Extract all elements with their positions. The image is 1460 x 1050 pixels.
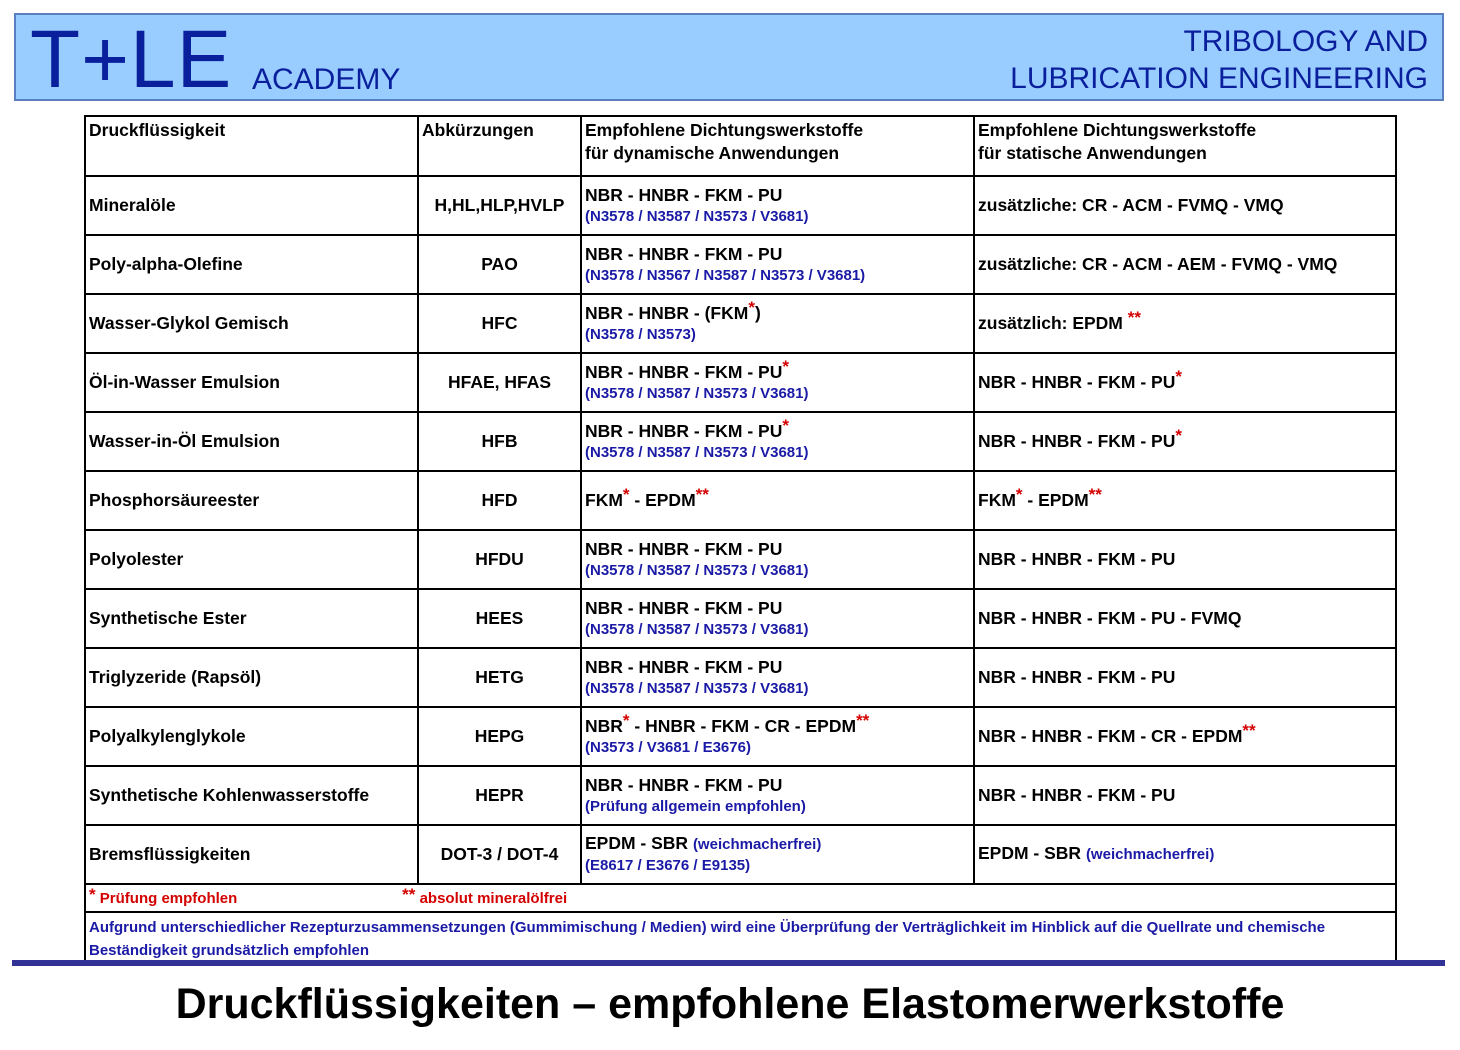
footnote-text: Aufgrund unterschiedlicher Rezepturzusammensetzungen (Gummimischung / Medien) wird eine Überprüfung der Verträglichkeit im Hinblick auf die Quellrate und chemische Beständigkeit grundsätzlich empfohlen (89, 919, 1326, 959)
cell-dynamic (581, 825, 974, 884)
dynamic-codes: (N3578 / N3587 / N3573 / V3681) (585, 561, 809, 579)
dynamic-materials-end: - EPDM (629, 489, 696, 510)
star-mark: * (748, 297, 755, 317)
table-row (85, 471, 1396, 530)
dynamic-materials-end: - HNBR - FKM - CR - EPDM (629, 715, 857, 736)
table-row (85, 353, 1396, 412)
table-row (85, 648, 1396, 707)
legend-row (85, 884, 1396, 912)
dynamic-materials: FKM (585, 489, 623, 510)
dynamic-materials: NBR - HNBR - FKM - PU (585, 420, 783, 441)
legend-item-single (89, 885, 238, 907)
cell-static (974, 707, 1396, 766)
table-row (85, 294, 1396, 353)
star-mark: * (782, 356, 789, 376)
cell-dynamic (581, 589, 974, 648)
cell-abbr: HEPR (418, 766, 581, 825)
star-mark: * (622, 484, 630, 504)
dynamic-codes: (N3573 / V3681 / E3676) (585, 738, 751, 756)
header-banner (14, 13, 1444, 105)
cell-static: zusätzliche: CR - ACM - FVMQ - VMQ (974, 176, 1396, 235)
table-row (85, 707, 1396, 766)
double-star-mark: ** (1242, 720, 1256, 740)
tagline-1: TRIBOLOGY AND (1183, 25, 1428, 58)
table-row (85, 235, 1396, 294)
cell-static (974, 294, 1396, 353)
header-dynamic-line2: für dynamische Anwendungen (585, 143, 840, 163)
dynamic-materials: NBR - HNBR - FKM - PU (585, 656, 783, 677)
dynamic-codes: (N3578 / N3587 / N3573 / V3681) (585, 384, 809, 402)
cell-fluid: Polyalkylenglykole (85, 707, 418, 766)
cell-dynamic (581, 353, 974, 412)
table-row (85, 530, 1396, 589)
static-materials: FKM (978, 489, 1016, 510)
elastomer-table (84, 115, 1397, 966)
dynamic-codes: (N3578 / N3587 / N3573 / V3681) (585, 443, 809, 461)
cell-static (974, 353, 1396, 412)
cell-fluid: Öl-in-Wasser Emulsion (85, 353, 418, 412)
dynamic-materials: NBR - HNBR - FKM - PU (585, 597, 783, 618)
star-mark: * (1015, 484, 1023, 504)
table-row (85, 825, 1396, 884)
dynamic-codes: (N3578 / N3587 / N3573 / V3681) (585, 620, 809, 638)
double-star-mark: ** (1127, 307, 1141, 327)
static-materials: EPDM - SBR (978, 843, 1086, 863)
static-materials: NBR - HNBR - FKM - CR - EPDM (978, 725, 1243, 746)
dynamic-materials-end: ) (754, 302, 761, 323)
table-header-row (85, 116, 1396, 176)
cell-abbr: HFC (418, 294, 581, 353)
static-materials: NBR - HNBR - FKM - PU (978, 371, 1176, 392)
cell-dynamic (581, 766, 974, 825)
cell-fluid: Mineralöle (85, 176, 418, 235)
cell-abbr: HEES (418, 589, 581, 648)
cell-fluid: Triglyzeride (Rapsöl) (85, 648, 418, 707)
static-note: (weichmacherfrei) (1085, 846, 1215, 863)
cell-static: NBR - HNBR - FKM - PU (974, 530, 1396, 589)
header-static-line2: für statische Anwendungen (978, 143, 1207, 163)
cell-abbr: HFD (418, 471, 581, 530)
dynamic-materials: NBR - HNBR - FKM - PU (585, 361, 783, 382)
footnote-row (85, 912, 1396, 965)
divider-rule (12, 960, 1445, 966)
star-mark: * (782, 415, 789, 435)
cell-dynamic (581, 176, 974, 235)
table-row (85, 412, 1396, 471)
cell-fluid: Bremsflüssigkeiten (85, 825, 418, 884)
dynamic-codes: (N3578 / N3567 / N3587 / N3573 / V3681) (585, 266, 866, 284)
cell-abbr: HETG (418, 648, 581, 707)
static-materials: NBR - HNBR - FKM - PU (978, 430, 1176, 451)
header-dynamic-line1: Empfohlene Dichtungswerkstoffe (585, 120, 864, 140)
header-dynamic (581, 116, 974, 176)
dynamic-materials: NBR - HNBR - FKM - PU (585, 243, 783, 264)
dynamic-materials: NBR (585, 715, 623, 736)
cell-abbr: HFDU (418, 530, 581, 589)
cell-fluid: Wasser-Glykol Gemisch (85, 294, 418, 353)
cell-abbr: DOT-3 / DOT-4 (418, 825, 581, 884)
cell-fluid: Synthetische Ester (85, 589, 418, 648)
tagline-2: LUBRICATION ENGINEERING (1010, 62, 1428, 95)
cell-static: NBR - HNBR - FKM - PU (974, 648, 1396, 707)
cell-static: NBR - HNBR - FKM - PU - FVMQ (974, 589, 1396, 648)
cell-abbr: H,HL,HLP,HVLP (418, 176, 581, 235)
dynamic-note: (weichmacherfrei) (692, 836, 822, 853)
header-fluid: Druckflüssigkeit (85, 116, 418, 176)
double-star-mark: ** (856, 710, 870, 730)
cell-dynamic (581, 530, 974, 589)
legend-double-star: ** (402, 885, 416, 904)
dynamic-codes: (Prüfung allgemein empfohlen) (585, 797, 806, 815)
dynamic-codes: (N3578 / N3573) (585, 325, 696, 343)
dynamic-codes: (N3578 / N3587 / N3573 / V3681) (585, 207, 809, 225)
header-abbr: Abkürzungen (418, 116, 581, 176)
dynamic-materials: NBR - HNBR - (FKM (585, 302, 749, 323)
static-materials: zusätzlich: EPDM (978, 312, 1128, 333)
legend-text-double: absolut mineralölfrei (415, 890, 568, 907)
dynamic-codes: (E8617 / E3676 / E9135) (585, 857, 751, 874)
cell-abbr: HFAE, HFAS (418, 353, 581, 412)
dynamic-materials: EPDM - SBR (585, 833, 693, 853)
star-mark: * (622, 710, 630, 730)
double-star-mark: ** (695, 484, 709, 504)
dynamic-codes: (N3578 / N3587 / N3573 / V3681) (585, 679, 809, 697)
footnote-cell (85, 912, 1396, 965)
legend-star: * (89, 885, 96, 904)
legend-item-double (402, 885, 568, 907)
page-title: Druckflüssigkeiten – empfohlene Elastomerwerkstoffe (175, 980, 1285, 1028)
cell-abbr: HFB (418, 412, 581, 471)
cell-static (974, 825, 1396, 884)
star-mark: * (1175, 425, 1182, 445)
dynamic-materials: NBR - HNBR - FKM - PU (585, 184, 783, 205)
logo-sub: ACADEMY (252, 63, 401, 96)
cell-fluid: Polyolester (85, 530, 418, 589)
table-row (85, 589, 1396, 648)
cell-abbr: PAO (418, 235, 581, 294)
dynamic-materials: NBR - HNBR - FKM - PU (585, 538, 783, 559)
cell-abbr: HEPG (418, 707, 581, 766)
cell-static: zusätzliche: CR - ACM - AEM - FVMQ - VMQ (974, 235, 1396, 294)
cell-fluid: Synthetische Kohlenwasserstoffe (85, 766, 418, 825)
cell-static (974, 412, 1396, 471)
cell-dynamic (581, 235, 974, 294)
cell-dynamic (581, 648, 974, 707)
table-row (85, 176, 1396, 235)
legend-text-single: Prüfung empfohlen (95, 890, 238, 907)
cell-static: NBR - HNBR - FKM - PU (974, 766, 1396, 825)
cell-dynamic (581, 412, 974, 471)
cell-dynamic (581, 294, 974, 353)
cell-dynamic (581, 471, 974, 530)
cell-fluid: Wasser-in-Öl Emulsion (85, 412, 418, 471)
table-row (85, 766, 1396, 825)
static-materials-end: - EPDM (1022, 489, 1089, 510)
header-static-line1: Empfohlene Dichtungswerkstoffe (978, 120, 1257, 140)
cell-dynamic (581, 707, 974, 766)
cell-static (974, 471, 1396, 530)
double-star-mark: ** (1088, 484, 1102, 504)
dynamic-materials: NBR - HNBR - FKM - PU (585, 774, 783, 795)
logo-main: T+LE (30, 14, 233, 105)
cell-fluid: Phosphorsäureester (85, 471, 418, 530)
header-static (974, 116, 1396, 176)
legend-cell (85, 884, 1396, 912)
star-mark: * (1175, 366, 1182, 386)
cell-fluid: Poly-alpha-Olefine (85, 235, 418, 294)
